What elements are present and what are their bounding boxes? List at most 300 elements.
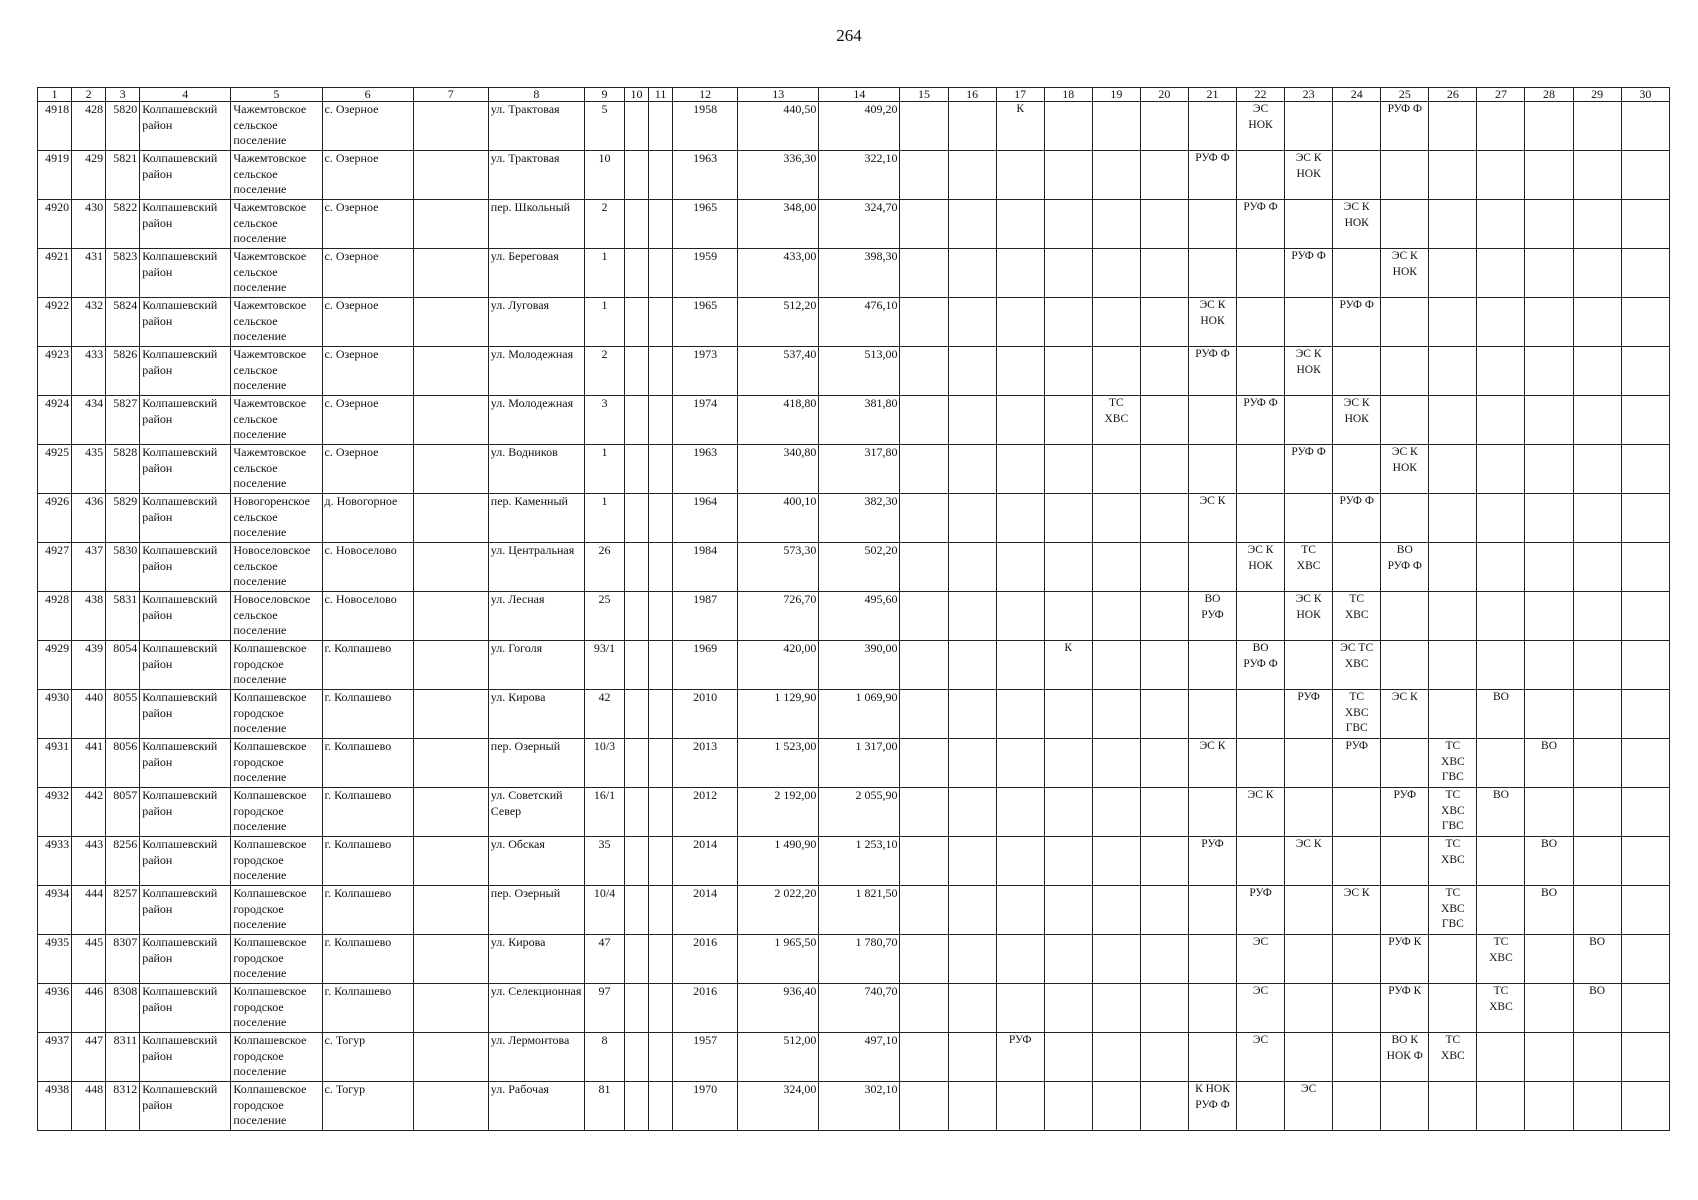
settlement-cell: Колпашевское городское поселение <box>231 788 322 837</box>
sub-number-cell: 439 <box>72 641 106 690</box>
sub-number-cell: 447 <box>72 1033 106 1082</box>
work-mark-cell-23 <box>1285 1033 1333 1082</box>
house-number-cell: 35 <box>584 837 624 886</box>
house-number-cell: 10/3 <box>584 739 624 788</box>
work-mark-cell-24: ЭС К <box>1333 886 1381 935</box>
work-mark-cell-19 <box>1092 543 1140 592</box>
id-cell: 5821 <box>106 151 140 200</box>
work-mark-cell-19 <box>1092 788 1140 837</box>
work-mark-cell-15 <box>900 935 948 984</box>
work-mark-cell-27 <box>1477 102 1525 151</box>
house-number-cell: 16/1 <box>584 788 624 837</box>
work-mark-cell-18 <box>1044 837 1092 886</box>
column-header-11: 11 <box>649 88 673 102</box>
work-mark-cell-30 <box>1621 1033 1669 1082</box>
work-mark-cell-25 <box>1381 641 1429 690</box>
work-mark-cell-25 <box>1381 739 1429 788</box>
work-mark-cell-19 <box>1092 886 1140 935</box>
locality-cell: с. Озерное <box>322 151 413 200</box>
cell-11 <box>649 543 673 592</box>
district-cell: Колпашевский район <box>140 984 231 1033</box>
work-mark-cell-15 <box>900 396 948 445</box>
work-mark-cell-20 <box>1140 1033 1188 1082</box>
cell-10 <box>625 592 649 641</box>
street-cell: пер. Озерный <box>488 886 584 935</box>
work-mark-cell-15 <box>900 690 948 739</box>
house-number-cell: 1 <box>584 445 624 494</box>
work-mark-cell-26: ТС ХВС ГВС <box>1429 886 1477 935</box>
work-mark-cell-24: ЭС К НОК <box>1333 200 1381 249</box>
cell-11 <box>649 396 673 445</box>
year-cell: 1963 <box>673 151 738 200</box>
work-mark-cell-29 <box>1573 739 1621 788</box>
cell-11 <box>649 151 673 200</box>
work-mark-cell-18 <box>1044 151 1092 200</box>
settlement-cell: Чажемтовское сельское поселение <box>231 249 322 298</box>
work-mark-cell-18 <box>1044 935 1092 984</box>
cell-10 <box>625 984 649 1033</box>
work-mark-cell-15 <box>900 788 948 837</box>
work-mark-cell-23 <box>1285 298 1333 347</box>
cell-11 <box>649 935 673 984</box>
work-mark-cell-20 <box>1140 886 1188 935</box>
work-mark-cell-25: ЭС К НОК <box>1381 249 1429 298</box>
id-cell: 8308 <box>106 984 140 1033</box>
work-mark-cell-21 <box>1188 935 1236 984</box>
work-mark-cell-16 <box>948 347 996 396</box>
year-cell: 1963 <box>673 445 738 494</box>
cell-10 <box>625 151 649 200</box>
work-mark-cell-18 <box>1044 494 1092 543</box>
cell-10 <box>625 739 649 788</box>
year-cell: 2016 <box>673 984 738 1033</box>
column-header-20: 20 <box>1140 88 1188 102</box>
work-mark-cell-24 <box>1333 347 1381 396</box>
cell-11 <box>649 592 673 641</box>
district-cell: Колпашевский район <box>140 739 231 788</box>
total-area-cell: 512,20 <box>738 298 819 347</box>
work-mark-cell-25 <box>1381 396 1429 445</box>
house-number-cell: 1 <box>584 494 624 543</box>
street-cell: ул. Молодежная <box>488 347 584 396</box>
settlement-cell: Чажемтовское сельское поселение <box>231 347 322 396</box>
work-mark-cell-28 <box>1525 788 1573 837</box>
district-cell: Колпашевский район <box>140 445 231 494</box>
work-mark-cell-23: РУФ Ф <box>1285 249 1333 298</box>
work-mark-cell-26 <box>1429 543 1477 592</box>
district-cell: Колпашевский район <box>140 1033 231 1082</box>
table-row <box>38 935 1670 984</box>
year-cell: 1965 <box>673 298 738 347</box>
street-cell: ул. Кирова <box>488 935 584 984</box>
work-mark-cell-23 <box>1285 739 1333 788</box>
locality-cell: д. Новогорное <box>322 494 413 543</box>
work-mark-cell-15 <box>900 1033 948 1082</box>
work-mark-cell-27 <box>1477 151 1525 200</box>
work-mark-cell-18 <box>1044 886 1092 935</box>
work-mark-cell-18 <box>1044 1033 1092 1082</box>
work-mark-cell-15 <box>900 641 948 690</box>
work-mark-cell-21: ВО РУФ <box>1188 592 1236 641</box>
table-row <box>38 298 1670 347</box>
work-mark-cell-21 <box>1188 200 1236 249</box>
work-mark-cell-29 <box>1573 298 1621 347</box>
cell-11 <box>649 690 673 739</box>
work-mark-cell-24: ЭС ТС ХВС <box>1333 641 1381 690</box>
district-cell: Колпашевский район <box>140 690 231 739</box>
work-mark-cell-26 <box>1429 1082 1477 1131</box>
page-number: 264 <box>836 26 862 45</box>
total-area-cell: 573,30 <box>738 543 819 592</box>
year-cell: 1970 <box>673 1082 738 1131</box>
work-mark-cell-26 <box>1429 151 1477 200</box>
year-cell: 1964 <box>673 494 738 543</box>
cell-10 <box>625 445 649 494</box>
work-mark-cell-28 <box>1525 690 1573 739</box>
year-cell: 1984 <box>673 543 738 592</box>
work-mark-cell-27 <box>1477 886 1525 935</box>
work-mark-cell-21 <box>1188 102 1236 151</box>
settlement-cell: Чажемтовское сельское поселение <box>231 200 322 249</box>
table-row <box>38 592 1670 641</box>
year-cell: 2014 <box>673 837 738 886</box>
id-cell: 5822 <box>106 200 140 249</box>
street-cell: ул. Луговая <box>488 298 584 347</box>
work-mark-cell-16 <box>948 200 996 249</box>
locality-cell: с. Тогур <box>322 1033 413 1082</box>
work-mark-cell-30 <box>1621 249 1669 298</box>
work-mark-cell-23 <box>1285 984 1333 1033</box>
work-mark-cell-30 <box>1621 1082 1669 1131</box>
work-mark-cell-15 <box>900 445 948 494</box>
sub-number-cell: 448 <box>72 1082 106 1131</box>
work-mark-cell-22: РУФ Ф <box>1237 200 1285 249</box>
sub-number-cell: 430 <box>72 200 106 249</box>
year-cell: 1965 <box>673 200 738 249</box>
empty-cell <box>413 837 488 886</box>
work-mark-cell-26: ТС ХВС <box>1429 837 1477 886</box>
settlement-cell: Колпашевское городское поселение <box>231 935 322 984</box>
district-cell: Колпашевский район <box>140 935 231 984</box>
work-mark-cell-17 <box>996 984 1044 1033</box>
street-cell: ул. Лесная <box>488 592 584 641</box>
empty-cell <box>413 690 488 739</box>
work-mark-cell-24 <box>1333 1082 1381 1131</box>
column-header-21: 21 <box>1188 88 1236 102</box>
work-mark-cell-30 <box>1621 837 1669 886</box>
district-cell: Колпашевский район <box>140 886 231 935</box>
work-mark-cell-24: ТС ХВС ГВС <box>1333 690 1381 739</box>
work-mark-cell-25 <box>1381 592 1429 641</box>
settlement-cell: Чажемтовское сельское поселение <box>231 151 322 200</box>
work-mark-cell-16 <box>948 1082 996 1131</box>
cell-10 <box>625 690 649 739</box>
work-mark-cell-25 <box>1381 151 1429 200</box>
work-mark-cell-22 <box>1237 592 1285 641</box>
work-mark-cell-27 <box>1477 445 1525 494</box>
work-mark-cell-21 <box>1188 984 1236 1033</box>
work-mark-cell-24 <box>1333 249 1381 298</box>
total-area-cell: 512,00 <box>738 1033 819 1082</box>
work-mark-cell-27 <box>1477 641 1525 690</box>
settlement-cell: Колпашевское городское поселение <box>231 837 322 886</box>
empty-cell <box>413 788 488 837</box>
settlement-cell: Чажемтовское сельское поселение <box>231 102 322 151</box>
column-header-22: 22 <box>1237 88 1285 102</box>
total-area-cell: 1 490,90 <box>738 837 819 886</box>
work-mark-cell-17 <box>996 151 1044 200</box>
work-mark-cell-28 <box>1525 494 1573 543</box>
work-mark-cell-25 <box>1381 886 1429 935</box>
work-mark-cell-16 <box>948 935 996 984</box>
work-mark-cell-27 <box>1477 837 1525 886</box>
work-mark-cell-25: РУФ <box>1381 788 1429 837</box>
cell-10 <box>625 200 649 249</box>
work-mark-cell-15 <box>900 298 948 347</box>
row-number-cell: 4920 <box>38 200 72 249</box>
year-cell: 1958 <box>673 102 738 151</box>
work-mark-cell-24 <box>1333 102 1381 151</box>
work-mark-cell-26 <box>1429 494 1477 543</box>
settlement-cell: Колпашевское городское поселение <box>231 1082 322 1131</box>
work-mark-cell-18: К <box>1044 641 1092 690</box>
row-number-cell: 4934 <box>38 886 72 935</box>
work-mark-cell-24: ТС ХВС <box>1333 592 1381 641</box>
district-cell: Колпашевский район <box>140 592 231 641</box>
total-area-cell: 348,00 <box>738 200 819 249</box>
row-number-cell: 4938 <box>38 1082 72 1131</box>
empty-cell <box>413 641 488 690</box>
locality-cell: г. Колпашево <box>322 641 413 690</box>
work-mark-cell-17 <box>996 1082 1044 1131</box>
work-mark-cell-29 <box>1573 788 1621 837</box>
column-header-2: 2 <box>72 88 106 102</box>
work-mark-cell-30 <box>1621 935 1669 984</box>
work-mark-cell-16 <box>948 298 996 347</box>
empty-cell <box>413 396 488 445</box>
work-mark-cell-29 <box>1573 102 1621 151</box>
living-area-cell: 390,00 <box>819 641 900 690</box>
cell-11 <box>649 641 673 690</box>
locality-cell: с. Озерное <box>322 347 413 396</box>
total-area-cell: 2 192,00 <box>738 788 819 837</box>
living-area-cell: 409,20 <box>819 102 900 151</box>
work-mark-cell-28 <box>1525 347 1573 396</box>
cell-11 <box>649 1082 673 1131</box>
work-mark-cell-21 <box>1188 445 1236 494</box>
work-mark-cell-28: ВО <box>1525 739 1573 788</box>
id-cell: 5827 <box>106 396 140 445</box>
locality-cell: г. Колпашево <box>322 739 413 788</box>
work-mark-cell-17 <box>996 690 1044 739</box>
sub-number-cell: 444 <box>72 886 106 935</box>
living-area-cell: 381,80 <box>819 396 900 445</box>
work-mark-cell-21: РУФ <box>1188 837 1236 886</box>
work-mark-cell-29 <box>1573 592 1621 641</box>
work-mark-cell-20 <box>1140 690 1188 739</box>
work-mark-cell-19 <box>1092 151 1140 200</box>
work-mark-cell-15 <box>900 543 948 592</box>
settlement-cell: Новоселовское сельское поселение <box>231 592 322 641</box>
house-number-cell: 47 <box>584 935 624 984</box>
work-mark-cell-23 <box>1285 200 1333 249</box>
table-row <box>38 886 1670 935</box>
table-row <box>38 445 1670 494</box>
row-number-cell: 4919 <box>38 151 72 200</box>
column-header-10: 10 <box>625 88 649 102</box>
work-mark-cell-26 <box>1429 298 1477 347</box>
table-row <box>38 984 1670 1033</box>
row-number-cell: 4925 <box>38 445 72 494</box>
work-mark-cell-17 <box>996 298 1044 347</box>
total-area-cell: 1 965,50 <box>738 935 819 984</box>
row-number-cell: 4921 <box>38 249 72 298</box>
work-mark-cell-30 <box>1621 690 1669 739</box>
cell-10 <box>625 494 649 543</box>
work-mark-cell-22 <box>1237 445 1285 494</box>
id-cell: 8312 <box>106 1082 140 1131</box>
street-cell: ул. Центральная <box>488 543 584 592</box>
work-mark-cell-19 <box>1092 935 1140 984</box>
work-mark-cell-29 <box>1573 641 1621 690</box>
work-mark-cell-27: ТС ХВС <box>1477 984 1525 1033</box>
living-area-cell: 317,80 <box>819 445 900 494</box>
work-mark-cell-28 <box>1525 249 1573 298</box>
house-number-cell: 3 <box>584 396 624 445</box>
work-mark-cell-21 <box>1188 249 1236 298</box>
row-number-cell: 4933 <box>38 837 72 886</box>
work-mark-cell-18 <box>1044 298 1092 347</box>
work-mark-cell-27: ТС ХВС <box>1477 935 1525 984</box>
total-area-cell: 1 523,00 <box>738 739 819 788</box>
cell-10 <box>625 1082 649 1131</box>
street-cell: ул. Рабочая <box>488 1082 584 1131</box>
work-mark-cell-28 <box>1525 1033 1573 1082</box>
work-mark-cell-20 <box>1140 347 1188 396</box>
work-mark-cell-16 <box>948 886 996 935</box>
work-mark-cell-26: ТС ХВС ГВС <box>1429 788 1477 837</box>
sub-number-cell: 438 <box>72 592 106 641</box>
locality-cell: г. Колпашево <box>322 690 413 739</box>
cell-11 <box>649 1033 673 1082</box>
year-cell: 1974 <box>673 396 738 445</box>
work-mark-cell-19 <box>1092 837 1140 886</box>
street-cell: пер. Озерный <box>488 739 584 788</box>
work-mark-cell-22: РУФ <box>1237 886 1285 935</box>
settlement-cell: Колпашевское городское поселение <box>231 1033 322 1082</box>
work-mark-cell-18 <box>1044 543 1092 592</box>
table-row <box>38 200 1670 249</box>
living-area-cell: 2 055,90 <box>819 788 900 837</box>
work-mark-cell-26 <box>1429 935 1477 984</box>
street-cell: ул. Трактовая <box>488 151 584 200</box>
locality-cell: с. Озерное <box>322 396 413 445</box>
row-number-cell: 4930 <box>38 690 72 739</box>
work-mark-cell-15 <box>900 249 948 298</box>
column-header-4: 4 <box>140 88 231 102</box>
work-mark-cell-30 <box>1621 494 1669 543</box>
work-mark-cell-22 <box>1237 151 1285 200</box>
settlement-cell: Чажемтовское сельское поселение <box>231 445 322 494</box>
work-mark-cell-16 <box>948 445 996 494</box>
cell-11 <box>649 788 673 837</box>
id-cell: 8055 <box>106 690 140 739</box>
cell-11 <box>649 837 673 886</box>
house-number-cell: 1 <box>584 249 624 298</box>
street-cell: ул. Советский Север <box>488 788 584 837</box>
work-mark-cell-30 <box>1621 298 1669 347</box>
work-mark-cell-28 <box>1525 151 1573 200</box>
work-mark-cell-18 <box>1044 739 1092 788</box>
district-cell: Колпашевский район <box>140 396 231 445</box>
work-mark-cell-15 <box>900 347 948 396</box>
work-mark-cell-20 <box>1140 298 1188 347</box>
work-mark-cell-16 <box>948 1033 996 1082</box>
year-cell: 2014 <box>673 886 738 935</box>
work-mark-cell-26 <box>1429 200 1477 249</box>
house-number-cell: 10 <box>584 151 624 200</box>
column-header-5: 5 <box>231 88 322 102</box>
work-mark-cell-17 <box>996 935 1044 984</box>
work-mark-cell-20 <box>1140 788 1188 837</box>
work-mark-cell-28: ВО <box>1525 886 1573 935</box>
id-cell: 5828 <box>106 445 140 494</box>
street-cell: пер. Каменный <box>488 494 584 543</box>
empty-cell <box>413 102 488 151</box>
work-mark-cell-15 <box>900 739 948 788</box>
empty-cell <box>413 592 488 641</box>
district-cell: Колпашевский район <box>140 494 231 543</box>
locality-cell: г. Колпашево <box>322 886 413 935</box>
work-mark-cell-21: К НОК РУФ Ф <box>1188 1082 1236 1131</box>
work-mark-cell-23 <box>1285 102 1333 151</box>
work-mark-cell-19: ТС ХВС <box>1092 396 1140 445</box>
cell-11 <box>649 886 673 935</box>
column-header-3: 3 <box>106 88 140 102</box>
work-mark-cell-25 <box>1381 494 1429 543</box>
work-mark-cell-15 <box>900 200 948 249</box>
work-mark-cell-27: ВО <box>1477 788 1525 837</box>
work-mark-cell-23: ЭС К НОК <box>1285 347 1333 396</box>
locality-cell: с. Тогур <box>322 1082 413 1131</box>
id-cell: 8307 <box>106 935 140 984</box>
work-mark-cell-29: ВО <box>1573 984 1621 1033</box>
work-mark-cell-25 <box>1381 200 1429 249</box>
work-mark-cell-15 <box>900 984 948 1033</box>
work-mark-cell-21 <box>1188 886 1236 935</box>
work-mark-cell-20 <box>1140 151 1188 200</box>
sub-number-cell: 445 <box>72 935 106 984</box>
district-cell: Колпашевский район <box>140 102 231 151</box>
work-mark-cell-30 <box>1621 739 1669 788</box>
living-area-cell: 1 253,10 <box>819 837 900 886</box>
work-mark-cell-19 <box>1092 592 1140 641</box>
work-mark-cell-15 <box>900 151 948 200</box>
id-cell: 5820 <box>106 102 140 151</box>
district-cell: Колпашевский район <box>140 543 231 592</box>
house-number-cell: 42 <box>584 690 624 739</box>
sub-number-cell: 434 <box>72 396 106 445</box>
work-mark-cell-30 <box>1621 151 1669 200</box>
work-mark-cell-30 <box>1621 543 1669 592</box>
column-header-1: 1 <box>38 88 72 102</box>
work-mark-cell-24 <box>1333 1033 1381 1082</box>
cell-10 <box>625 935 649 984</box>
work-mark-cell-28 <box>1525 298 1573 347</box>
work-mark-cell-28 <box>1525 1082 1573 1131</box>
work-mark-cell-29 <box>1573 249 1621 298</box>
work-mark-cell-30 <box>1621 347 1669 396</box>
